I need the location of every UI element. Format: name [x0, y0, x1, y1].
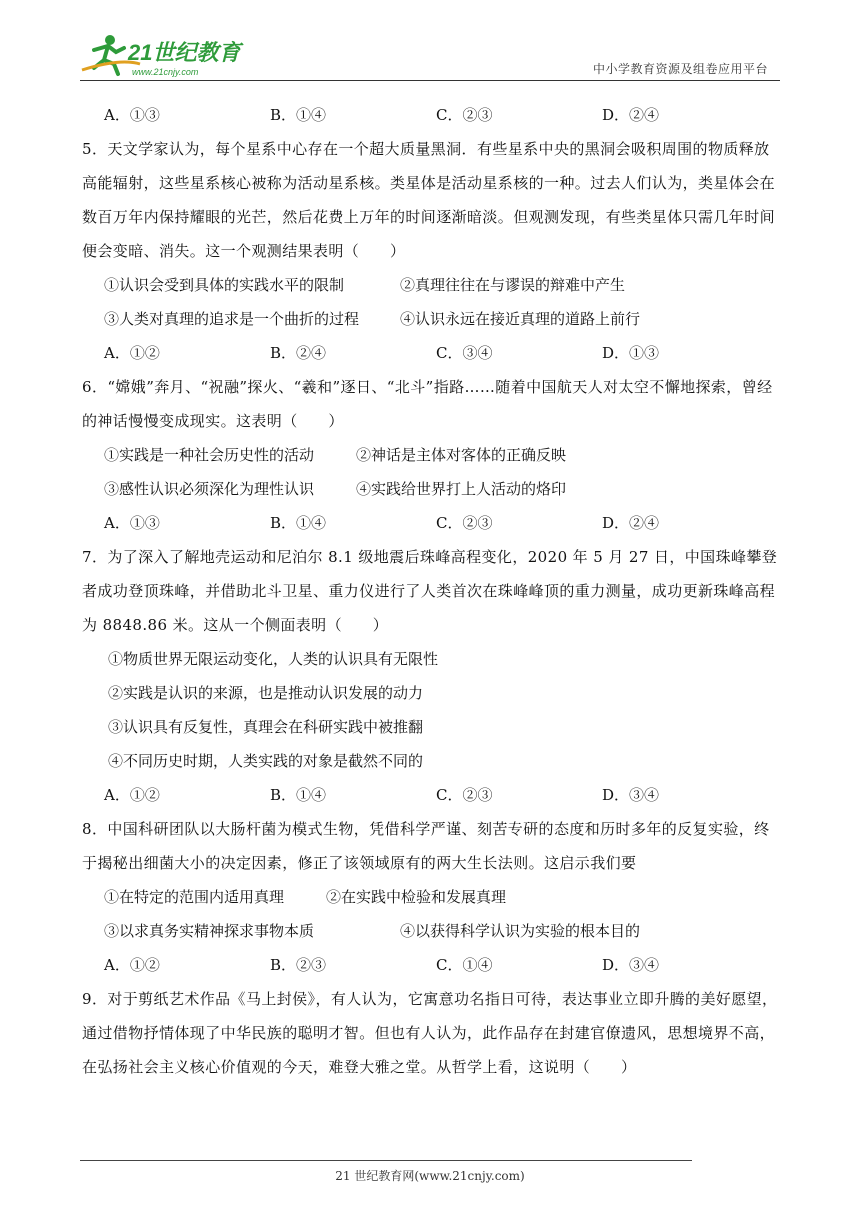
statement-4: ④实践给世界打上人活动的烙印: [356, 480, 567, 498]
q8-options: [82, 948, 782, 982]
option-c: C．②③: [436, 106, 493, 124]
platform-tagline: 中小学教育资源及组卷应用平台: [592, 62, 768, 76]
statement-3: ③认识具有反复性，真理会在科研实践中被推翻: [108, 718, 424, 736]
q5-statements-row2: [82, 302, 782, 336]
option-d: D．①③: [602, 344, 660, 362]
option-c: C．②③: [436, 514, 493, 532]
q7-stem: 7．为了深入了解地壳运动和尼泊尔 8.1 级地震后珠峰高程变化，2020 年 5 月 27 日，中国珠峰攀登者成功登顶珠峰，并借助北斗卫星、重力仪进行了人类首次在珠峰峰顶的重力测量，成功更新珠峰高程为 8848.86 米。这从一个侧面表明（ ）: [82, 548, 778, 634]
header-divider: [80, 80, 780, 81]
q4-options: [82, 98, 782, 132]
option-d: D．③④: [602, 786, 660, 804]
q8-stem: 8．中国科研团队以大肠杆菌为模式生物，凭借科学严谨、刻苦专研的态度和历时多年的反复实验，终于揭秘出细菌大小的决定因素，修正了该领域原有的两大生长法则。这启示我们要: [82, 820, 770, 872]
option-a: A．①②: [104, 956, 160, 974]
option-b: B．①④: [270, 514, 327, 532]
option-c: C．③④: [436, 344, 493, 362]
question-content: [82, 98, 782, 1084]
option-d: D．②④: [602, 106, 660, 124]
statement-1: ①认识会受到具体的实践水平的限制: [104, 276, 345, 294]
q8-statements-row2: [82, 914, 782, 948]
statement-4: ④认识永远在接近真理的道路上前行: [400, 310, 641, 328]
option-d: D．②④: [602, 514, 660, 532]
statement-2: ②在实践中检验和发展真理: [326, 888, 507, 906]
statement-1: ①在特定的范围内适用真理: [104, 888, 285, 906]
option-b: B．①④: [270, 106, 327, 124]
statement-1: ①实践是一种社会历史性的活动: [104, 446, 315, 464]
page-header: [0, 0, 860, 84]
statement-3: ③以求真务实精神探求事物本质: [104, 922, 315, 940]
option-a: A．①③: [104, 514, 160, 532]
option-a: A．①②: [104, 344, 160, 362]
statement-2: ②实践是认识的来源，也是推动认识发展的动力: [108, 684, 424, 702]
option-d: D．③④: [602, 956, 660, 974]
statement-1: ①物质世界无限运动变化，人类的认识具有无限性: [108, 650, 439, 668]
q6-options: [82, 506, 782, 540]
footer-divider: [80, 1160, 692, 1161]
q8-statements-row1: [82, 880, 782, 914]
option-b: B．②④: [270, 344, 327, 362]
q6-stem: 6．“嫦娥”奔月、“祝融”探火、“羲和”逐日、“北斗”指路……随着中国航天人对太空不懈地探索，曾经的神话慢慢变成现实。这表明（ ）: [82, 378, 773, 430]
statement-3: ③人类对真理的追求是一个曲折的过程: [104, 310, 360, 328]
statement-4: ④不同历史时期，人类实践的对象是截然不同的: [108, 752, 424, 770]
q5-statements-row1: [82, 268, 782, 302]
page-footer: 21 世纪教育网(www.21cnjy.com): [335, 1169, 525, 1183]
option-a: A．①③: [104, 106, 160, 124]
q9-stem: 9．对于剪纸艺术作品《马上封侯》，有人认为，它寓意功名指日可待，表达事业立即升腾的美好愿望，通过借物抒情体现了中华民族的聪明才智。但也有人认为，此作品存在封建官僚遗风，思想境界不高，在弘扬社会主义核心价值观的今天，难登大雅之堂。从哲学上看，这说明（ ）: [82, 990, 778, 1076]
statement-3: ③感性认识必须深化为理性认识: [104, 480, 315, 498]
q7-options: [82, 778, 782, 812]
q5-options: [82, 336, 782, 370]
statement-2: ②神话是主体对客体的正确反映: [356, 446, 567, 464]
q6-statements-row2: [82, 472, 782, 506]
statement-2: ②真理往往在与谬误的辩难中产生: [400, 276, 626, 294]
option-b: B．①④: [270, 786, 327, 804]
option-b: B．②③: [270, 956, 327, 974]
svg-text:21世纪教育: 21世纪教育: [128, 40, 241, 65]
option-c: C．①④: [436, 956, 493, 974]
option-a: A．①②: [104, 786, 160, 804]
q5-stem: 5．天文学家认为，每个星系中心存在一个超大质量黑洞．有些星系中央的黑洞会吸积周围的物质释放高能辐射，这些星系核心被称为活动星系核。类星体是活动星系核的一种。过去人们认为，类星体会在数百万年内保持耀眼的光芒，然后花费上万年的时间逐渐暗淡。但观测发现，有些类星体只需几年时间便会变暗、消失。这一个观测结果表明（ ）: [82, 140, 776, 260]
logo-21cnjy: [80, 30, 250, 80]
option-c: C．②③: [436, 786, 493, 804]
statement-4: ④以获得科学认识为实验的根本目的: [400, 922, 641, 940]
svg-text:www.21cnjy.com: www.21cnjy.com: [132, 67, 199, 77]
q6-statements-row1: [82, 438, 782, 472]
